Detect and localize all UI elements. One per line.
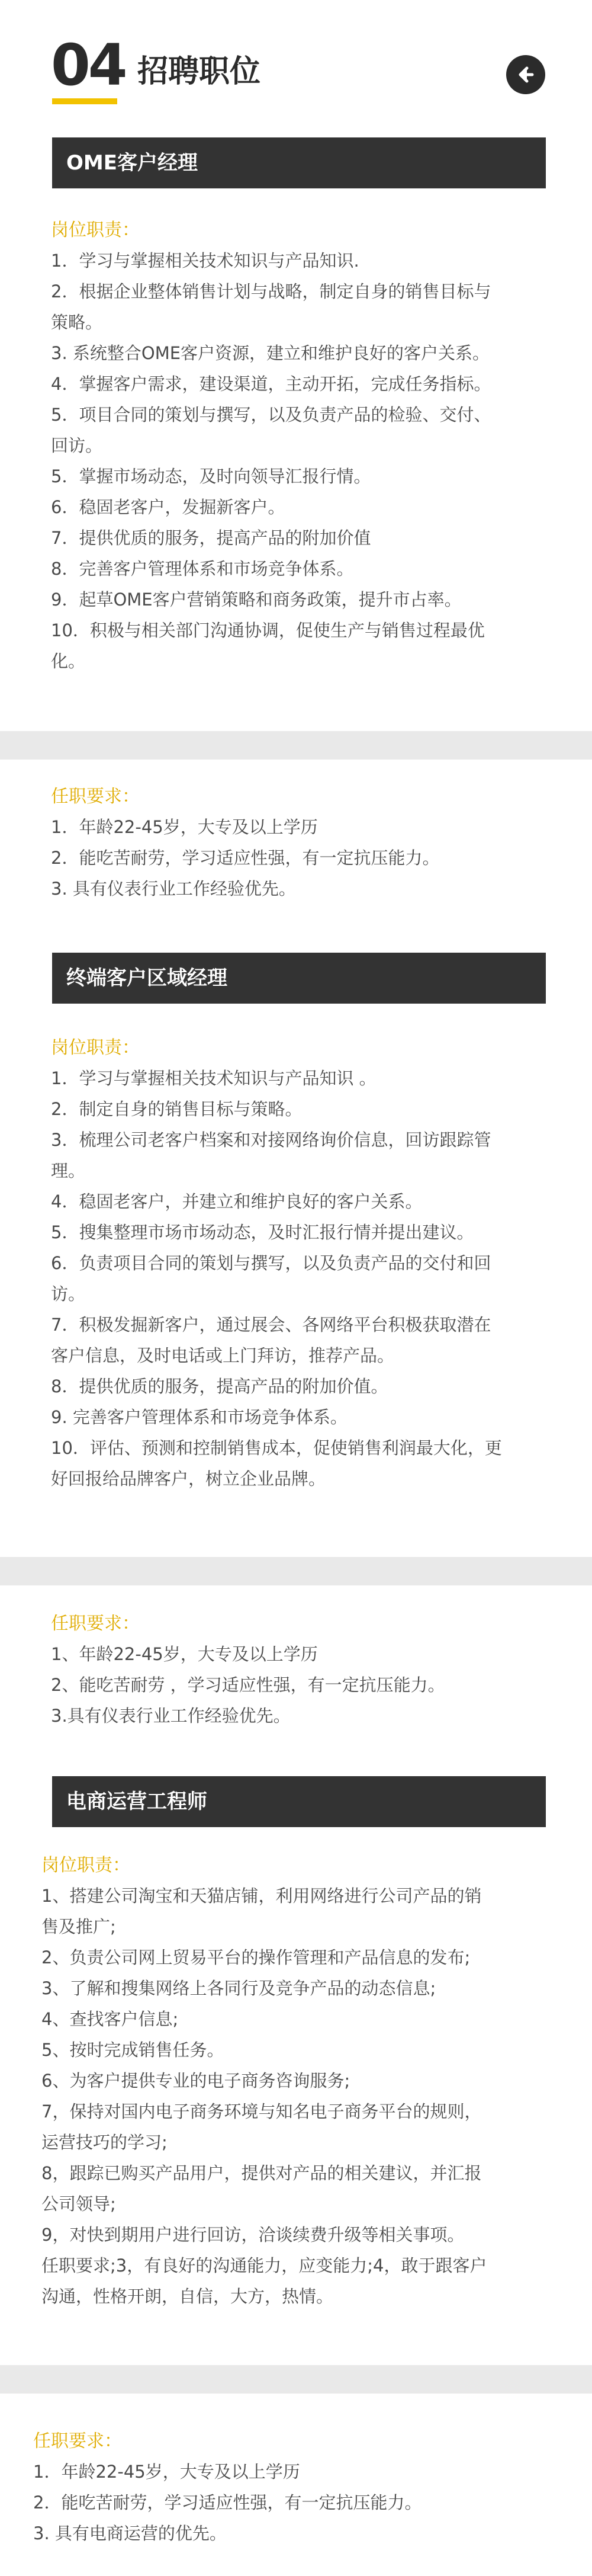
arrow-left-circle-icon [515, 64, 536, 85]
job-title-bar: OME客户经理 [52, 137, 546, 188]
duty-line: 5、按时完成销售任务。 [41, 2040, 224, 2060]
duty-line: 8．完善客户管理体系和市场竞争体系。 [51, 559, 354, 579]
requirements-label: 任职要求： [51, 786, 140, 807]
duty-line: 2、负责公司网上贸易平台的操作管理和产品信息的发布; [41, 1947, 471, 1968]
section-divider [0, 2365, 592, 2394]
job-title-bar: 电商运营工程师 [52, 1776, 546, 1827]
duty-line: 8，跟踪已购买产品用户，提供对产品的相关建议，并汇报 [41, 2163, 482, 2183]
requirements-label: 任职要求： [51, 1613, 140, 1634]
duty-line: 4、查找客户信息; [41, 2009, 179, 2029]
requirement-line: 2．能吃苦耐劳，学习适应性强，有一定抗压能力。 [51, 848, 440, 868]
job-duties [41, 1851, 487, 2312]
duty-line: 4．掌握客户需求，建设渠道，主动开拓，完成任务指标。 [51, 374, 491, 394]
section-divider [0, 1557, 592, 1585]
duty-line: 1．学习与掌握相关技术知识与产品知识 。 [51, 1068, 377, 1088]
duties-label: 岗位职责： [41, 1855, 130, 1876]
requirement-line: 2、能吃苦耐劳 ，学习适应性强，有一定抗压能力。 [51, 1675, 445, 1695]
number-underline [52, 98, 117, 104]
duty-line: 7．提供优质的服务，提高产品的附加价值 [51, 528, 371, 548]
requirement-line: 3. 具有仪表行业工作经验优先。 [51, 879, 296, 899]
duty-line: 1、搭建公司淘宝和天猫店铺，利用网络进行公司产品的销 [41, 1886, 482, 1906]
duty-line: 7，保持对国内电子商务环境与知名电子商务平台的规则， [41, 2101, 482, 2122]
duty-line: 4．稳固老客户，并建立和维护良好的客户关系。 [51, 1191, 423, 1212]
duty-line: 化。 [51, 651, 86, 671]
duty-line: 公司领导; [41, 2194, 116, 2214]
duty-line: 5．掌握市场动态，及时向领导汇报行情。 [51, 466, 371, 486]
duty-line: 10．积极与相关部门沟通协调，促使生产与销售过程最优 [51, 620, 485, 640]
duty-line: 2．根据企业整体销售计划与战略，制定自身的销售目标与 [51, 281, 491, 302]
back-button[interactable] [506, 55, 545, 94]
duty-line: 3. 系统整合OME客户资源，建立和维护良好的客户关系。 [51, 343, 490, 363]
duty-line: 8．提供优质的服务，提高产品的附加价值。 [51, 1376, 388, 1396]
requirements-label: 任职要求： [33, 2431, 122, 2452]
section-title: 招聘职位 [137, 54, 261, 89]
duty-line: 沟通，性格开朗，自信，大方，热情。 [41, 2286, 334, 2306]
duty-line: 1．学习与掌握相关技术知识与产品知识. [51, 251, 359, 271]
requirement-line: 1．年龄22-45岁，大专及以上学历 [51, 817, 318, 837]
job-duties [51, 216, 491, 677]
duties-label: 岗位职责： [51, 220, 140, 241]
section-number: 04 [51, 32, 126, 98]
section-divider [0, 731, 592, 760]
duties-label: 岗位职责： [51, 1037, 140, 1058]
duty-line: 3、了解和搜集网络上各同行及竞争产品的动态信息; [41, 1978, 436, 1998]
duty-line: 7．积极发掘新客户，通过展会、各网络平台积极获取潜在 [51, 1315, 491, 1335]
duty-line: 3．梳理公司老客户档案和对接网络询价信息，回访跟踪管 [51, 1130, 491, 1150]
duty-line: 9．起草OME客户营销策略和商务政策，提升市占率。 [51, 589, 462, 610]
requirement-line: 3. 具有电商运营的优先。 [33, 2523, 227, 2543]
duty-line: 策略。 [51, 312, 103, 332]
duty-line: 回访。 [51, 435, 103, 456]
job-requirements [51, 1609, 445, 1731]
requirement-line: 2．能吃苦耐劳，学习适应性强，有一定抗压能力。 [33, 2492, 422, 2513]
job-title-bar: 终端客户区域经理 [52, 953, 546, 1004]
requirement-line: 1．年龄22-45岁，大专及以上学历 [33, 2462, 300, 2482]
duty-line: 访。 [51, 1284, 86, 1304]
job-requirements [51, 782, 439, 904]
job-duties [51, 1033, 502, 1494]
duty-line: 2．制定自身的销售目标与策略。 [51, 1099, 303, 1119]
duty-line: 6、为客户提供专业的电子商务咨询服务; [41, 2071, 350, 2091]
section-header [0, 0, 592, 118]
duty-line: 运营技巧的学习; [41, 2132, 168, 2152]
duty-line: 6．负责项目合同的策划与撰写，以及负责产品的交付和回 [51, 1253, 491, 1273]
job-requirements [33, 2427, 422, 2549]
duty-line: 理。 [51, 1161, 86, 1181]
requirement-line: 3.具有仪表行业工作经验优先。 [51, 1706, 291, 1726]
duty-line: 6．稳固老客户，发掘新客户。 [51, 497, 285, 517]
duty-line: 好回报给品牌客户，树立企业品牌。 [51, 1469, 326, 1489]
duty-line: 售及推广; [41, 1917, 116, 1937]
duty-line: 客户信息，及时电话或上门拜访，推荐产品。 [51, 1345, 395, 1366]
duty-line: 5．项目合同的策划与撰写，以及负责产品的检验、交付、 [51, 405, 491, 425]
duty-line: 10．评估、预测和控制销售成本，促使销售利润最大化，更 [51, 1438, 502, 1458]
requirement-line: 1、年龄22-45岁，大专及以上学历 [51, 1644, 318, 1664]
duty-line: 9. 完善客户管理体系和市场竞争体系。 [51, 1407, 348, 1427]
duty-line: 任职要求;3，有良好的沟通能力，应变能力;4，敢于跟客户 [41, 2255, 487, 2276]
duty-line: 9，对快到期用户进行回访，洽谈续费升级等相关事项。 [41, 2225, 465, 2245]
duty-line: 5．搜集整理市场市场动态，及时汇报行情并提出建议。 [51, 1222, 474, 1242]
